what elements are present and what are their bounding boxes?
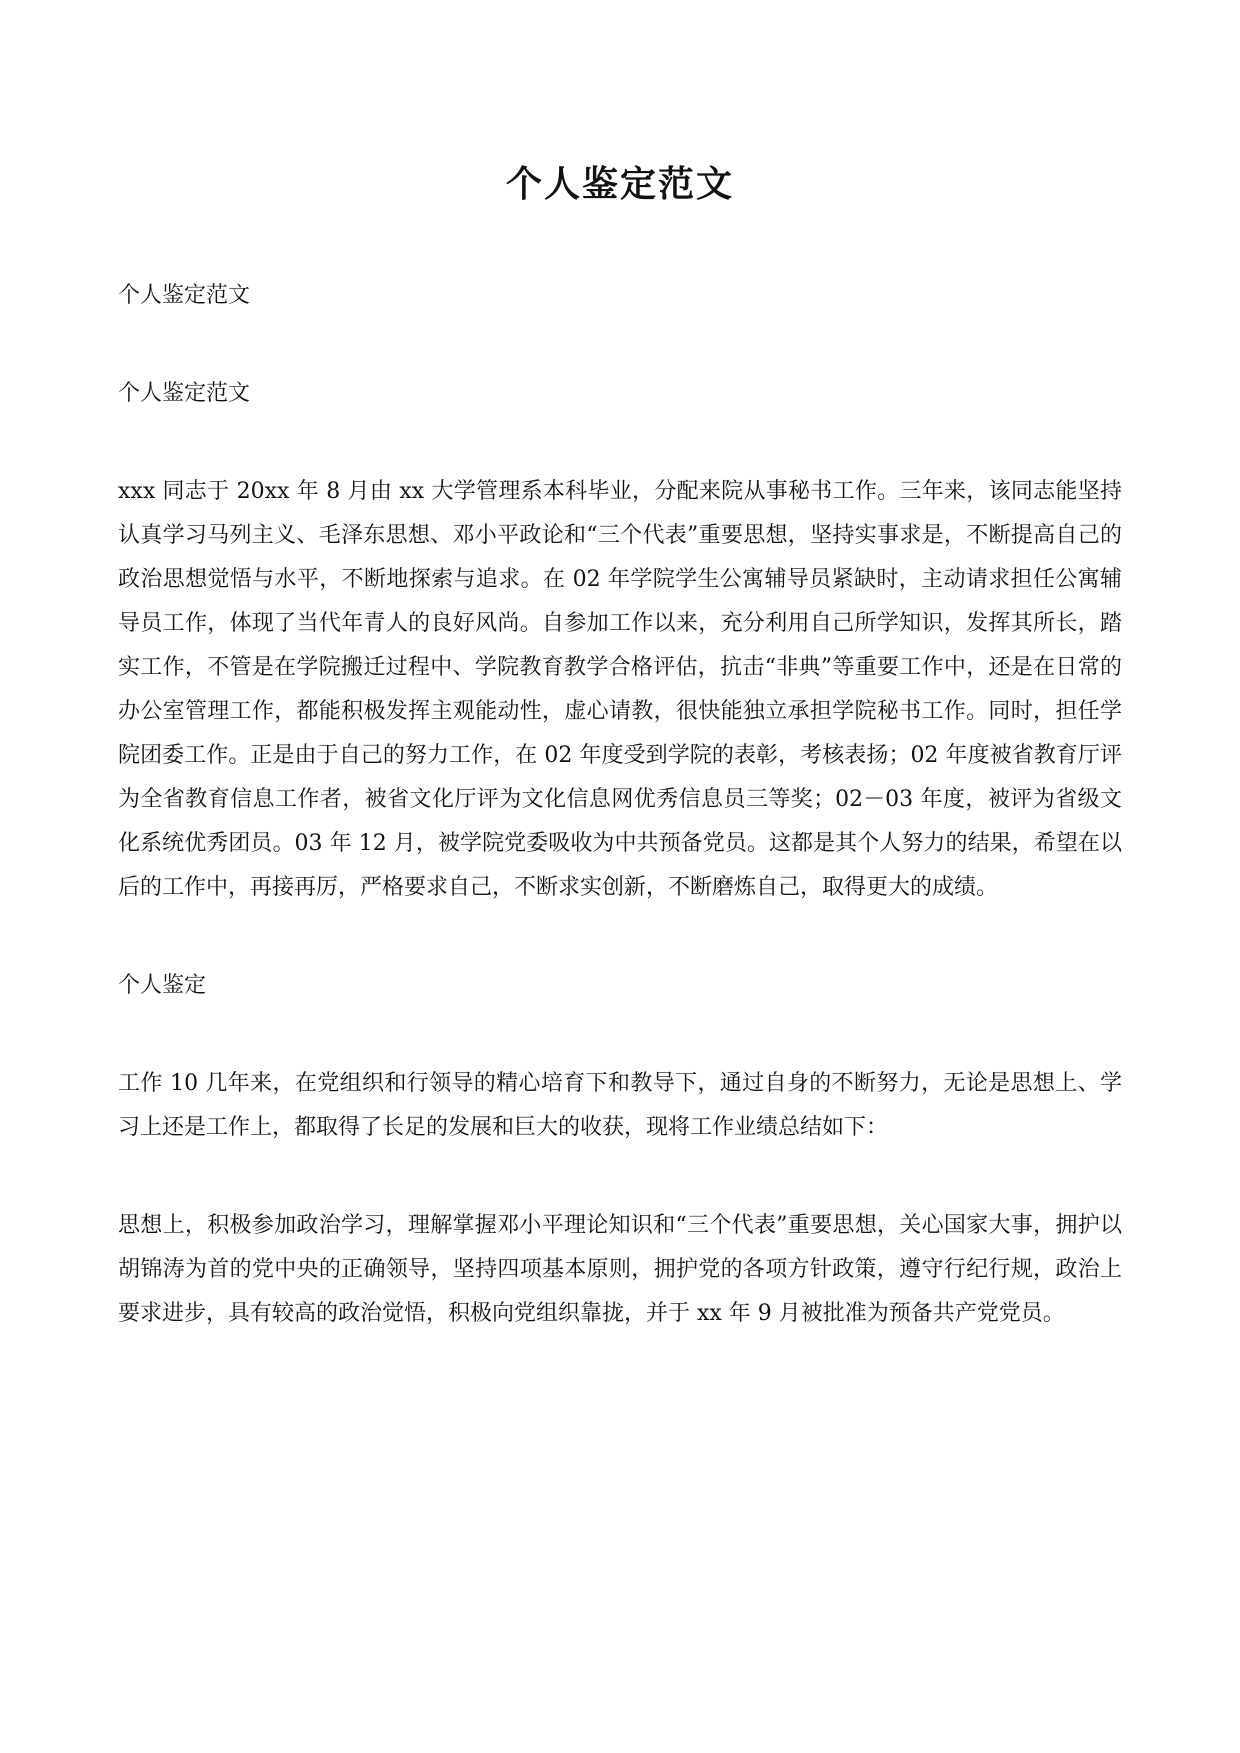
paragraph-3: 思想上，积极参加政治学习，理解掌握邓小平理论知识和“三个代表”重要思想，关心国家大事，拥护以胡锦涛为首的党中央的正确领导，坚持四项基本原则，拥护党的各项方针政策，遵守行纪行规，政治上要求进步，具有较高的政治觉悟，积极向党组织靠拢，并于 xx 年 9 月被批准为预备共产党党员。 — [118, 1213, 1122, 1326]
paragraph-2: 工作 10 几年来，在党组织和行领导的精心培育下和教导下，通过自身的不断努力，无论是思想上、学习上还是工作上，都取得了长足的发展和巨大的收获，现将工作业绩总结如下： — [118, 1071, 1122, 1140]
paragraph-1: xxx 同志于 20xx 年 8 月由 xx 大学管理系本科毕业，分配来院从事秘书工作。三年来，该同志能坚持认真学习马列主义、毛泽东思想、邓小平政论和“三个代表”重要思想，坚持实事求是，不断提高自己的政治思想觉悟与水平，不断地探索与追求。在 02 年学院学生公寓辅导员紧缺时，主动请求担任公寓辅导员工作，体现了当代年青人的良好风尚。自参加工作以来，充分利用自己所学知识，发挥其所长，踏实工作，不管是在学院搬迁过程中、学院教育教学合格评估，抗击“非典”等重要工作中，还是在日常的办公室管理工作，都能积极发挥主观能动性，虚心请教，很快能独立承担学院秘书工作。同时，担任学院团委工作。正是由于自己的努力工作，在 02 年度受到学院的表彰，考核表扬；02 年度被省教育厅评为全省教育信息工作者，被省文化厅评为文化信息网优秀信息员三等奖；02－03 年度，被评为省级文化系统优秀团员。03 年 12 月，被学院党委吸收为中共预备党员。这都是其个人努力的结果，希望在以后的工作中，再接再厉，严格要求自己，不断求实创新，不断磨炼自己，取得更大的成绩。 — [118, 479, 1122, 900]
subheading-1: 个人鉴定范文 — [118, 283, 251, 308]
document-title: 个人鉴定范文 — [505, 163, 734, 205]
subheading-2: 个人鉴定范文 — [118, 381, 251, 406]
subheading-3: 个人鉴定 — [118, 973, 207, 998]
